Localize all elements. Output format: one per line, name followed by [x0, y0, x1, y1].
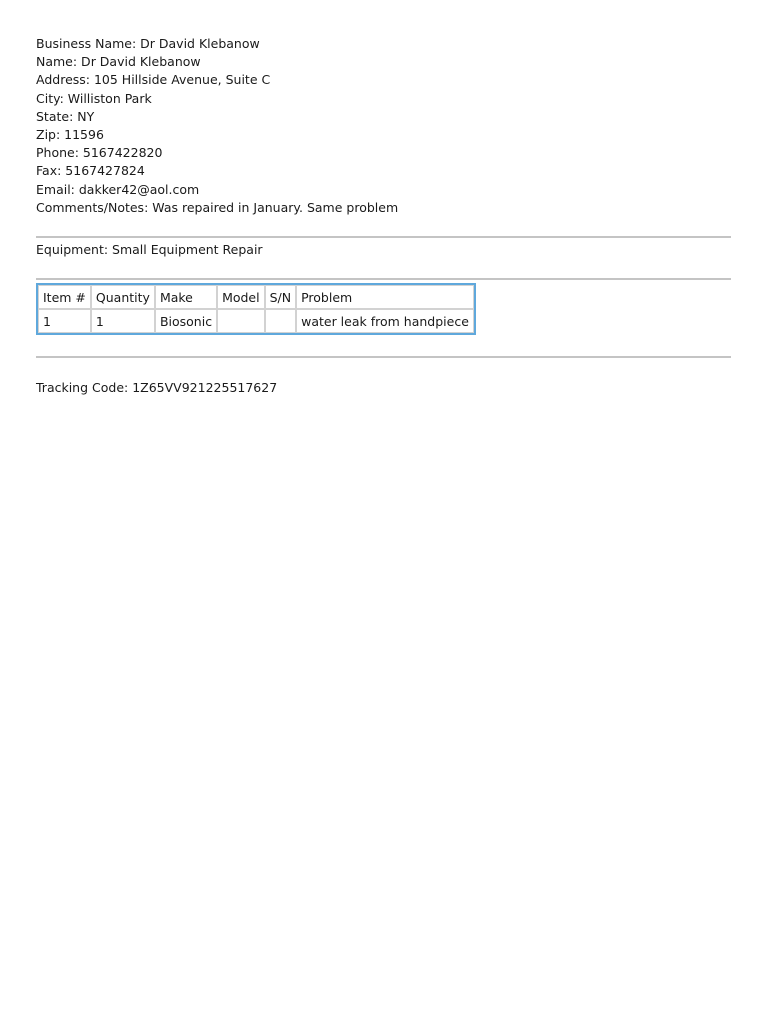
divider-3 — [36, 356, 731, 358]
equipment-table — [36, 283, 476, 335]
table-header-row — [38, 285, 474, 309]
email: Email: dakker42@aol.com — [36, 181, 200, 197]
state: State: NY — [36, 108, 95, 124]
comments-notes: Comments/Notes: Was repaired in January. Same problem — [36, 199, 399, 215]
cell-model — [217, 309, 265, 333]
header-serial-number: S/N — [265, 285, 297, 309]
divider-1 — [36, 236, 731, 238]
cell-quantity: 1 — [91, 309, 155, 333]
equipment-table-wrapper — [36, 283, 476, 335]
phone: Phone: 5167422820 — [36, 145, 163, 161]
divider-2 — [36, 278, 731, 280]
city: City: Williston Park — [36, 90, 152, 106]
contact-info — [36, 35, 398, 217]
cell-problem: water leak from handpiece — [296, 309, 474, 333]
equipment-type: Equipment: Small Equipment Repair — [36, 242, 263, 257]
business-name: Business Name: Dr David Klebanow — [36, 36, 260, 51]
header-model: Model — [217, 285, 265, 309]
header-make: Make — [155, 285, 217, 309]
table-row — [38, 309, 474, 333]
address: Address: 105 Hillside Avenue, Suite C — [36, 72, 271, 88]
cell-make: Biosonic — [155, 309, 217, 333]
fax: Fax: 5167427824 — [36, 163, 145, 179]
header-item-number: Item # — [38, 285, 91, 309]
header-problem: Problem — [296, 285, 474, 309]
contact-name: Name: Dr David Klebanow — [36, 54, 201, 70]
cell-serial-number — [265, 309, 297, 333]
cell-item-number: 1 — [38, 309, 91, 333]
header-quantity: Quantity — [91, 285, 155, 309]
tracking-code: Tracking Code: 1Z65VV921225517627 — [36, 380, 278, 395]
zip: Zip: 11596 — [36, 127, 104, 143]
